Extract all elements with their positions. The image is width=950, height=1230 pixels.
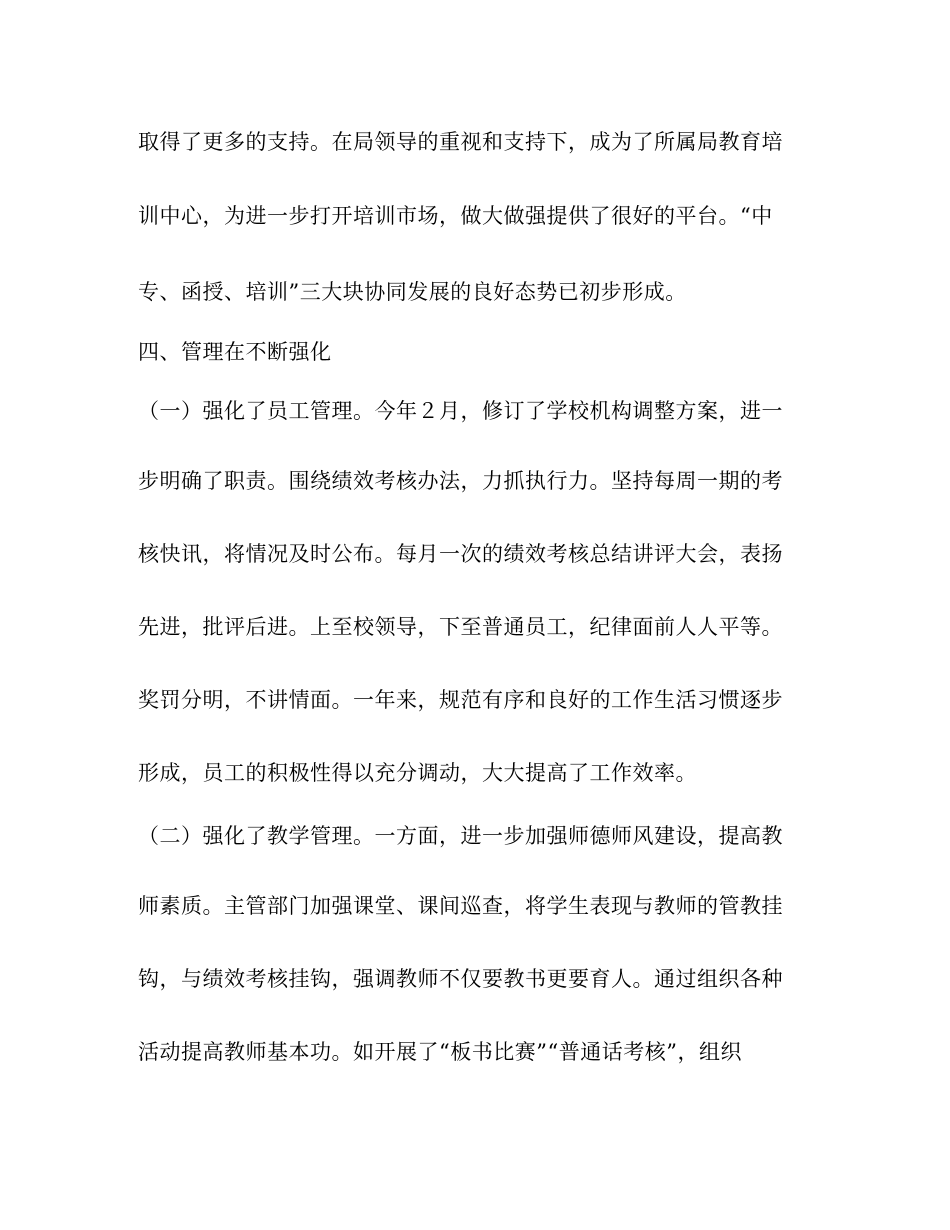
section-heading: 四、管理在不断强化 <box>138 340 332 364</box>
text-line: 训中心，为进一步打开培训市场，做大做强提供了很好的平台。“中 <box>138 204 773 228</box>
text-line: 取得了更多的支持。在局领导的重视和支持下，成为了所属局教育培 <box>138 130 783 154</box>
text-line: 钩，与绩效考核挂钩，强调教师不仅要教书更要育人。通过组织各种 <box>138 967 783 991</box>
text-line: 活动提高教师基本功。如开展了“板书比赛”“普通话考核”，组织 <box>138 1040 742 1064</box>
text-line: 形成，员工的积极性得以充分调动，大大提高了工作效率。 <box>138 761 697 785</box>
text-line: 专、函授、培训”三大块协同发展的良好态势已初步形成。 <box>138 280 687 304</box>
text-line: 师素质。主管部门加强课堂、课间巡查，将学生表现与教师的管教挂 <box>138 894 783 918</box>
text-line: （一）强化了员工管理。今年２月，修订了学校机构调整方案，进一 <box>138 399 783 423</box>
text-line: 先进，批评后进。上至校领导，下至普通员工，纪律面前人人平等。 <box>138 615 783 639</box>
text-line: 核快讯，将情况及时公布。每月一次的绩效考核总结讲评大会，表扬 <box>138 542 783 566</box>
text-line: 奖罚分明，不讲情面。一年来，规范有序和良好的工作生活习惯逐步 <box>138 688 783 712</box>
text-line: （二）强化了教学管理。一方面，进一步加强师德师风建设，提高教 <box>138 824 783 848</box>
text-line: 步明确了职责。围绕绩效考核办法，力抓执行力。坚持每周一期的考 <box>138 469 783 493</box>
